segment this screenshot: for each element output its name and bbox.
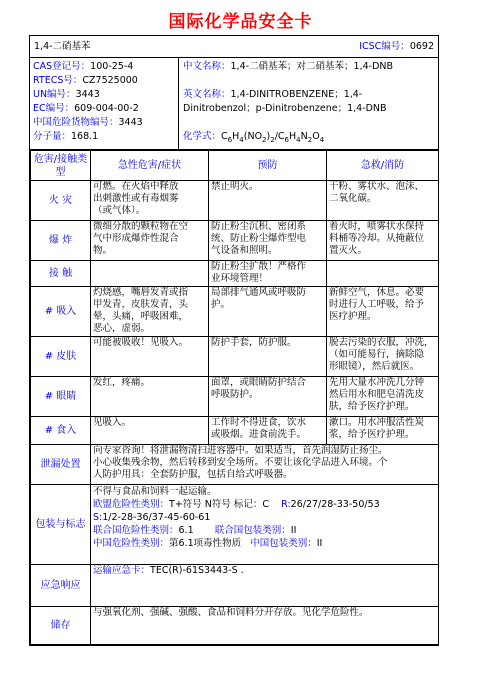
- col-header-type: 危害/接触类型: [31, 151, 91, 181]
- english-name: 英文名称：1,4-DINITROBENZENE；1,4-: [183, 89, 363, 100]
- cell-first-aid: [327, 261, 439, 287]
- packaging-label: 包装与标志: [31, 485, 91, 565]
- storage-label: 储存: [31, 607, 91, 645]
- cell-symptoms: 可燃。在火焰中释放 出刺激性或有毒烟雾 （或气体）。: [91, 181, 209, 221]
- cell-prevention: 面罩，或眼睛防护结合 呼吸防护。: [209, 377, 327, 417]
- col-header-prevention: 预防: [209, 151, 327, 181]
- cell-symptoms: [91, 261, 209, 287]
- emergency-text: 运输应急卡：TEC(R)-61S3443-S .: [91, 565, 439, 607]
- cn-dangerous-goods-number: 中国危险货物编号：3443: [33, 117, 143, 128]
- emergency-label: 应急响应: [31, 565, 91, 607]
- packaging-row: [31, 485, 439, 565]
- rtecs-number: RTECS号：CZ7525000: [33, 75, 138, 86]
- chinese-name: 中文名称：1,4-二硝基苯；对二硝基苯；1,4-DNB: [183, 61, 394, 72]
- table-row: [31, 337, 439, 377]
- safety-card: [29, 35, 439, 646]
- cell-first-aid: 干粉、雾状水、泡沫、 二氧化碳。: [327, 181, 439, 221]
- ec-number: EC编号：609-004-00-2: [33, 103, 139, 114]
- table-row: [31, 221, 439, 261]
- row-type-eyes: # 眼睛: [31, 377, 91, 417]
- cell-first-aid: 先用大量水冲洗几分钟 然后用水和肥皂清洗皮 肤，给予医疗护理。: [327, 377, 439, 417]
- cell-first-aid: 着火时，喷雾状水保持 料桶等冷却。从掩蔽位 置灭火。: [327, 221, 439, 261]
- cell-symptoms: 发红，疼痛。: [91, 377, 209, 417]
- table-row: [31, 417, 439, 445]
- row-type-skin: # 皮肤: [31, 337, 91, 377]
- leak-label: 泄漏处置: [31, 445, 91, 485]
- table-row: [31, 181, 439, 221]
- cell-prevention: 禁止明火。: [209, 181, 327, 221]
- cell-prevention: 防护手套，防护服。: [209, 337, 327, 377]
- hazard-table: [30, 150, 439, 645]
- page-title: 国际化学品安全卡: [168, 12, 313, 32]
- table-row: [31, 261, 439, 287]
- cell-symptoms: 可能被吸收！见吸入。: [91, 337, 209, 377]
- card-header: [30, 36, 438, 58]
- cell-prevention: 防止粉尘扩散！严格作 业环境管理！: [209, 261, 327, 287]
- table-header-row: [31, 151, 439, 181]
- col-header-first-aid: 急救/消防: [327, 151, 439, 181]
- storage-row: [31, 607, 439, 645]
- molecular-weight: 分子量：168.1: [33, 131, 99, 142]
- formula-text: $C_6H_4(NO_2)_2/C_6H_4N_2O_4$: [221, 131, 325, 144]
- cell-first-aid: 漱口。用水冲服活性炭 浆，给予医疗护理。: [327, 417, 439, 445]
- cell-symptoms: 微细分散的颗粒物在空 气中形成爆炸性混合 物。: [91, 221, 209, 261]
- emergency-row: [31, 565, 439, 607]
- row-type-fire: 火 灾: [31, 181, 91, 221]
- english-name-cont: Dinitrobenzol；p-Dinitrobenzene；1,4-DNB: [183, 103, 387, 114]
- cell-first-aid: 脱去污染的衣服，冲洗， （如可能易行，摘除隐 形眼镜），然后就医。: [327, 337, 439, 377]
- id-divider: [178, 58, 179, 149]
- table-row: [31, 377, 439, 417]
- chemical-formula: 化学式：$C_6H_4(NO_2)_2/C_6H_4N_2O_4$: [183, 131, 325, 144]
- row-type-ingestion: # 食入: [31, 417, 91, 445]
- un-number: UN编号：3443: [33, 89, 100, 100]
- icsc-number: ICSC编号：0692: [359, 41, 434, 52]
- cell-first-aid: 新鲜空气，休息。必要 时进行人工呼吸，给予 医疗护理。: [327, 287, 439, 337]
- cell-prevention: 工作时不得进食，饮水 或吸烟。进食前洗手。: [209, 417, 327, 445]
- chemical-name: 1,4-二硝基苯: [34, 41, 91, 52]
- storage-text: 与强氧化剂、强碱、强酸、食品和饲料分开存放。见化学危险性。: [91, 607, 439, 645]
- cell-prevention: 防止粉尘沉积、密闭系 统、防止粉尘爆炸型电 气设备和照明。: [209, 221, 327, 261]
- cas-number: CAS登记号：100-25-4: [33, 61, 134, 72]
- cell-prevention: 局部排气通风或呼吸防 护。: [209, 287, 327, 337]
- cell-symptoms: 灼烧感，嘴唇发青或指 甲发青，皮肤发青，头 晕，头痛，呼吸困难， 恶心，虚弱。: [91, 287, 209, 337]
- leak-row: [31, 445, 439, 485]
- packaging-text: 不得与食品和饲料一起运输。 欧盟危险性类别：T+符号 N符号 标记：C R:26/27/28-33-50/53 S:1/2-28-36/37-45-60-61 联合国危险性类别：6.1 联合国包装类别：II 中国危险性类别：第6.1项毒性物质 中国包装类别：II: [91, 485, 439, 565]
- cell-symptoms: 见吸入。: [91, 417, 209, 445]
- identification-block: [30, 58, 438, 150]
- row-type-inhalation: # 吸入: [31, 287, 91, 337]
- leak-text: 向专家咨询！将泄漏物清扫进容器中。如果适当，首先润湿防止扬尘。 小心收集残余物，然后转移到安全场所。不要让该化学品进入环境。个 人防护用具：全套防护服，包括自给式呼吸器。: [91, 445, 439, 485]
- row-type-contact: 接 触: [31, 261, 91, 287]
- row-type-explosion: 爆 炸: [31, 221, 91, 261]
- col-header-symptoms: 急性危害/症状: [91, 151, 209, 181]
- table-row: [31, 287, 439, 337]
